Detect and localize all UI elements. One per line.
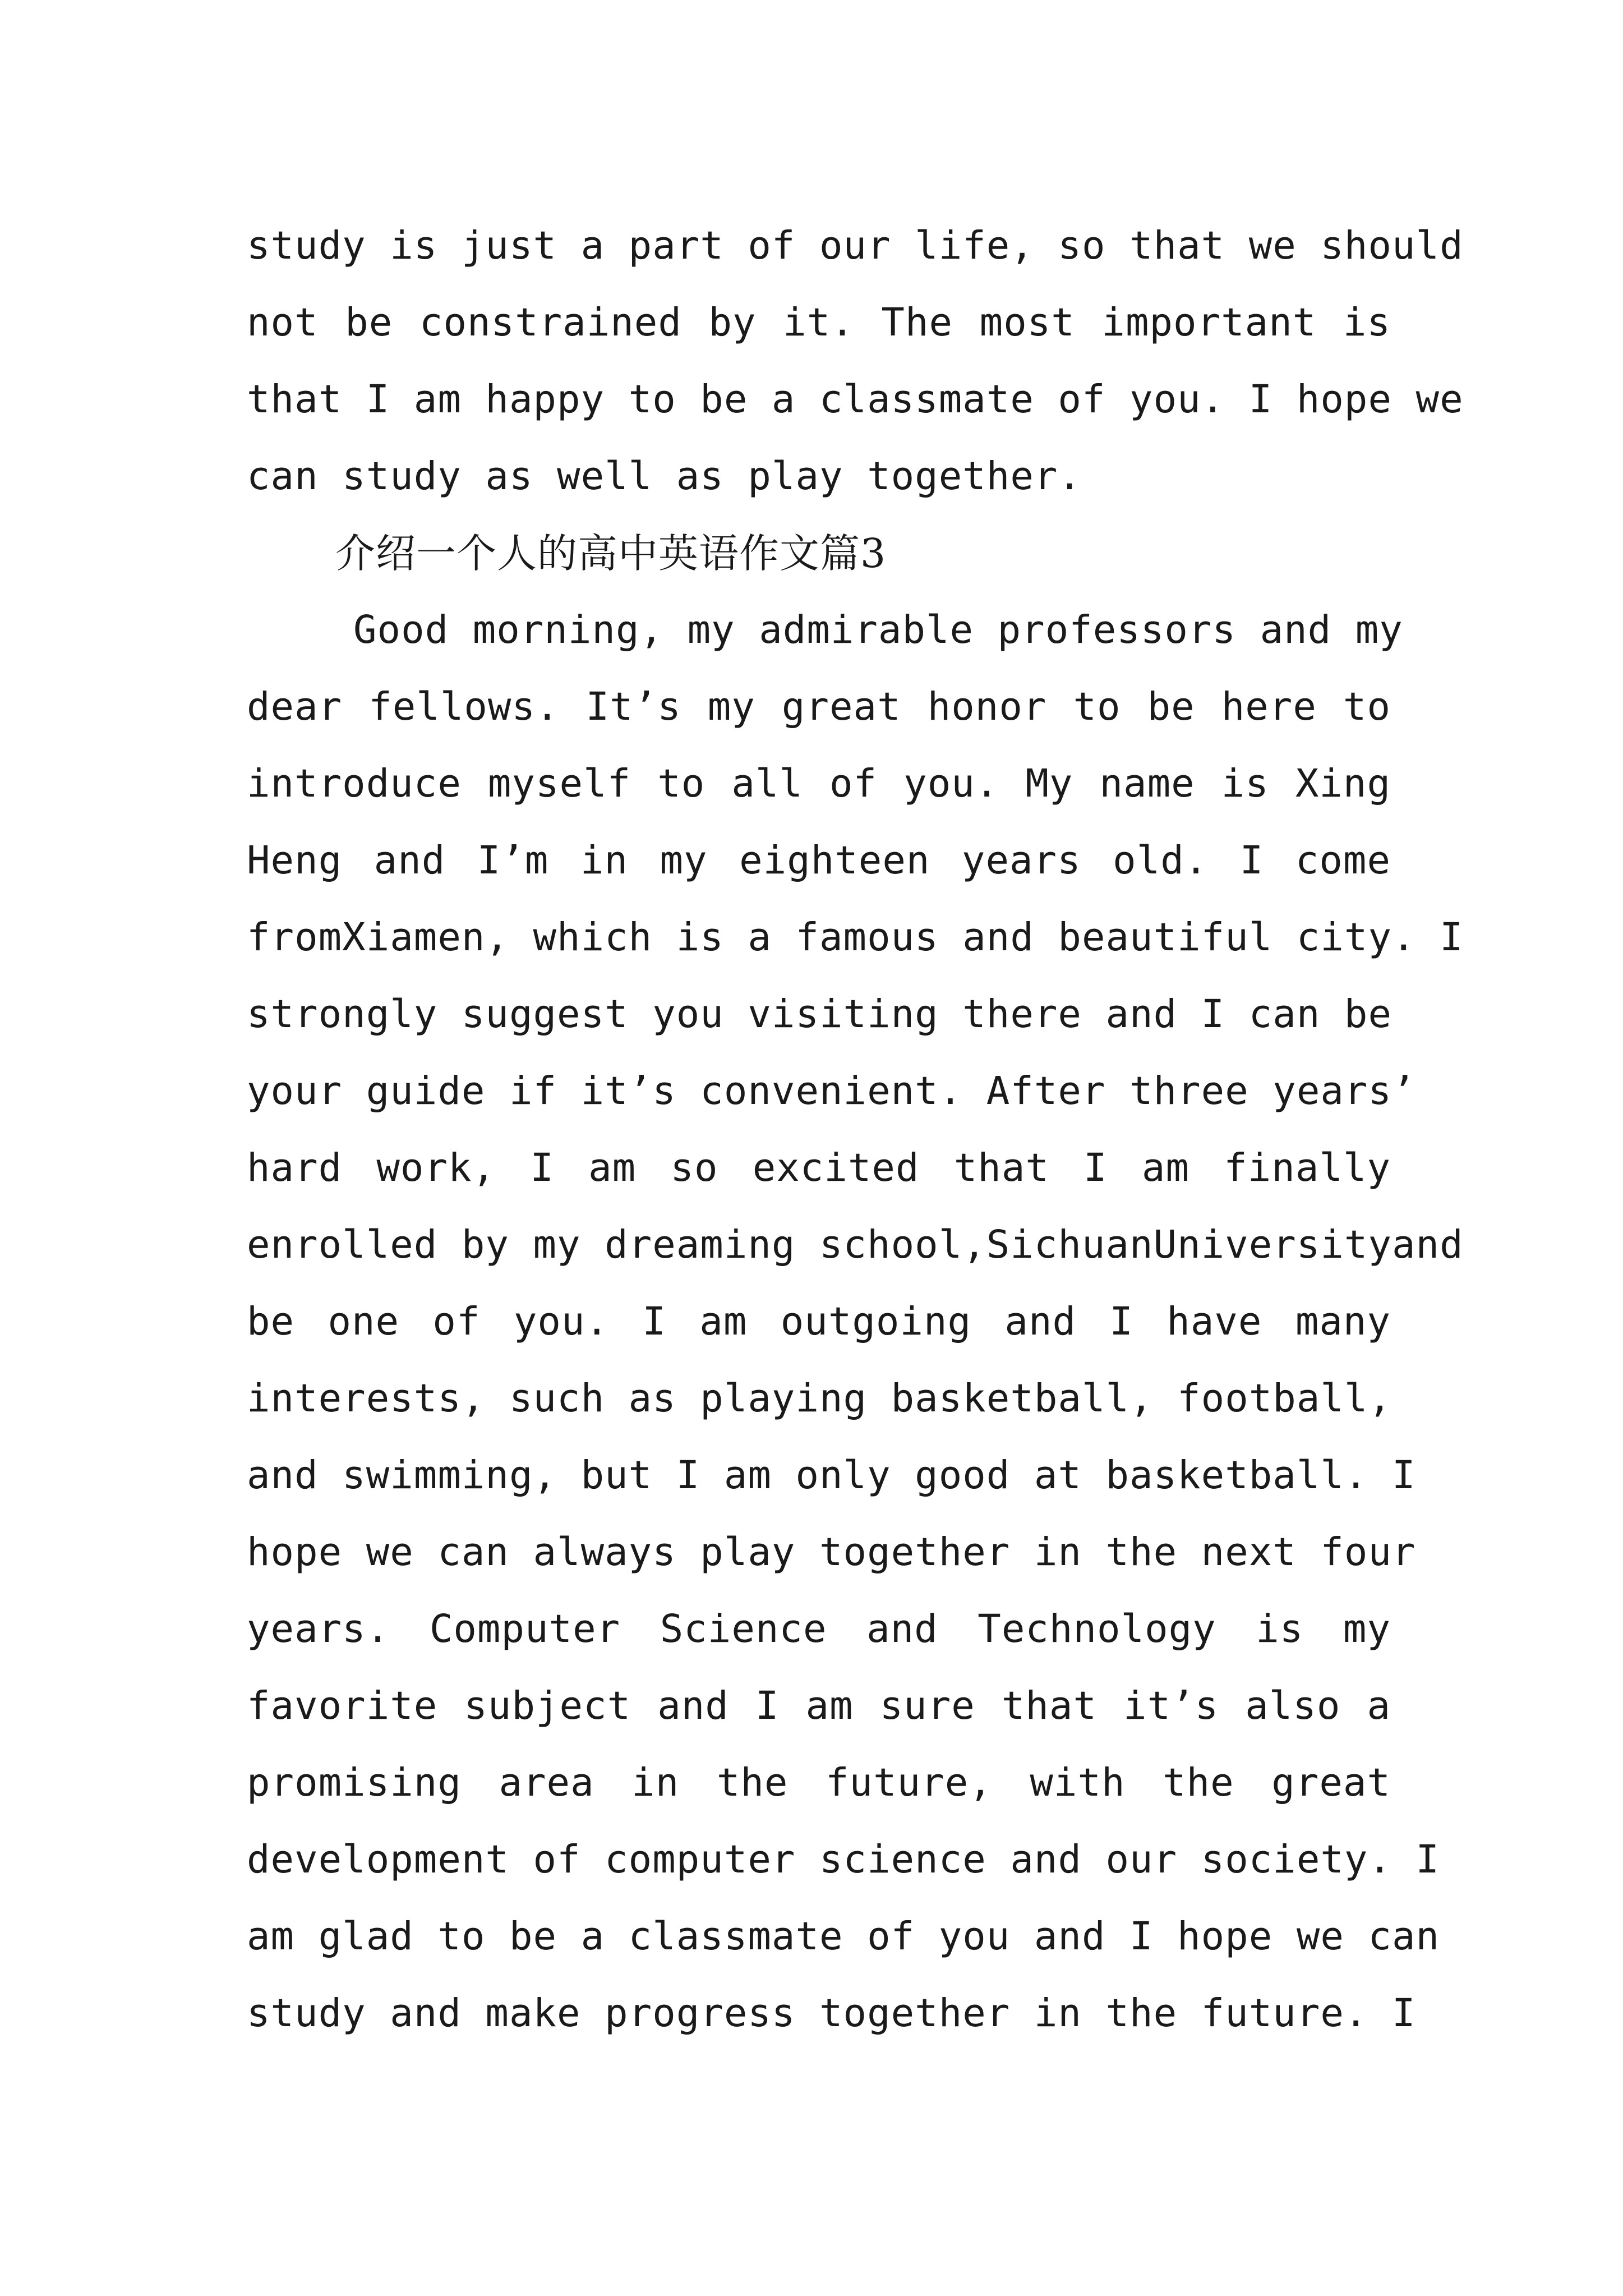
paragraph-line: fromXiamen, which is a famous and beautiful city. I	[247, 915, 1464, 960]
paragraph-line: Good morning, my admirable professors and my	[353, 608, 1403, 652]
section-heading: 介绍一个人的高中英语作文篇3	[335, 530, 887, 577]
paragraph-line: enrolled by my dreaming school,SichuanUniversityand	[247, 1222, 1464, 1267]
paragraph-line: am glad to be a classmate of you and I hope we can	[247, 1914, 1440, 1959]
paragraph-2	[247, 592, 1464, 2052]
paragraph-line: favorite subject and I am sure that it’s also a	[247, 1683, 1391, 1728]
paragraph-line: not be constrained by it. The most important is	[247, 300, 1391, 345]
paragraph-line: Heng and I’m in my eighteen years old. I come	[247, 838, 1391, 883]
paragraph-line: be one of you. I am outgoing and I have many	[247, 1299, 1391, 1344]
paragraph-line: interests, such as playing basketball, football,	[247, 1376, 1392, 1421]
paragraph-line: and swimming, but I am only good at basketball. I	[247, 1453, 1416, 1498]
document-body	[247, 208, 1464, 2052]
paragraph-line: strongly suggest you visiting there and I can be	[247, 992, 1392, 1037]
paragraph-line: that I am happy to be a classmate of you. I hope we	[247, 377, 1464, 422]
paragraph-line: hard work, I am so excited that I am finally	[247, 1145, 1391, 1190]
paragraph-line: introduce myself to all of you. My name is Xing	[247, 761, 1391, 806]
paragraph-line: your guide if it’s convenient. After three years’	[247, 1069, 1416, 1114]
paragraph-line: years. Computer Science and Technology is my	[247, 1607, 1391, 1651]
paragraph-line: promising area in the future, with the great	[247, 1760, 1391, 1805]
paragraph-line: study and make progress together in the future. I	[247, 1991, 1416, 2036]
paragraph-line: hope we can always play together in the next four	[247, 1530, 1416, 1575]
paragraph-line: can study as well as play together.	[247, 454, 1082, 499]
paragraph-line: study is just a part of our life, so that we should	[247, 223, 1464, 268]
paragraph-line: dear fellows. It’s my great honor to be here to	[247, 684, 1391, 729]
paragraph-line: development of computer science and our society. I	[247, 1837, 1440, 1882]
paragraph-1	[247, 208, 1464, 515]
